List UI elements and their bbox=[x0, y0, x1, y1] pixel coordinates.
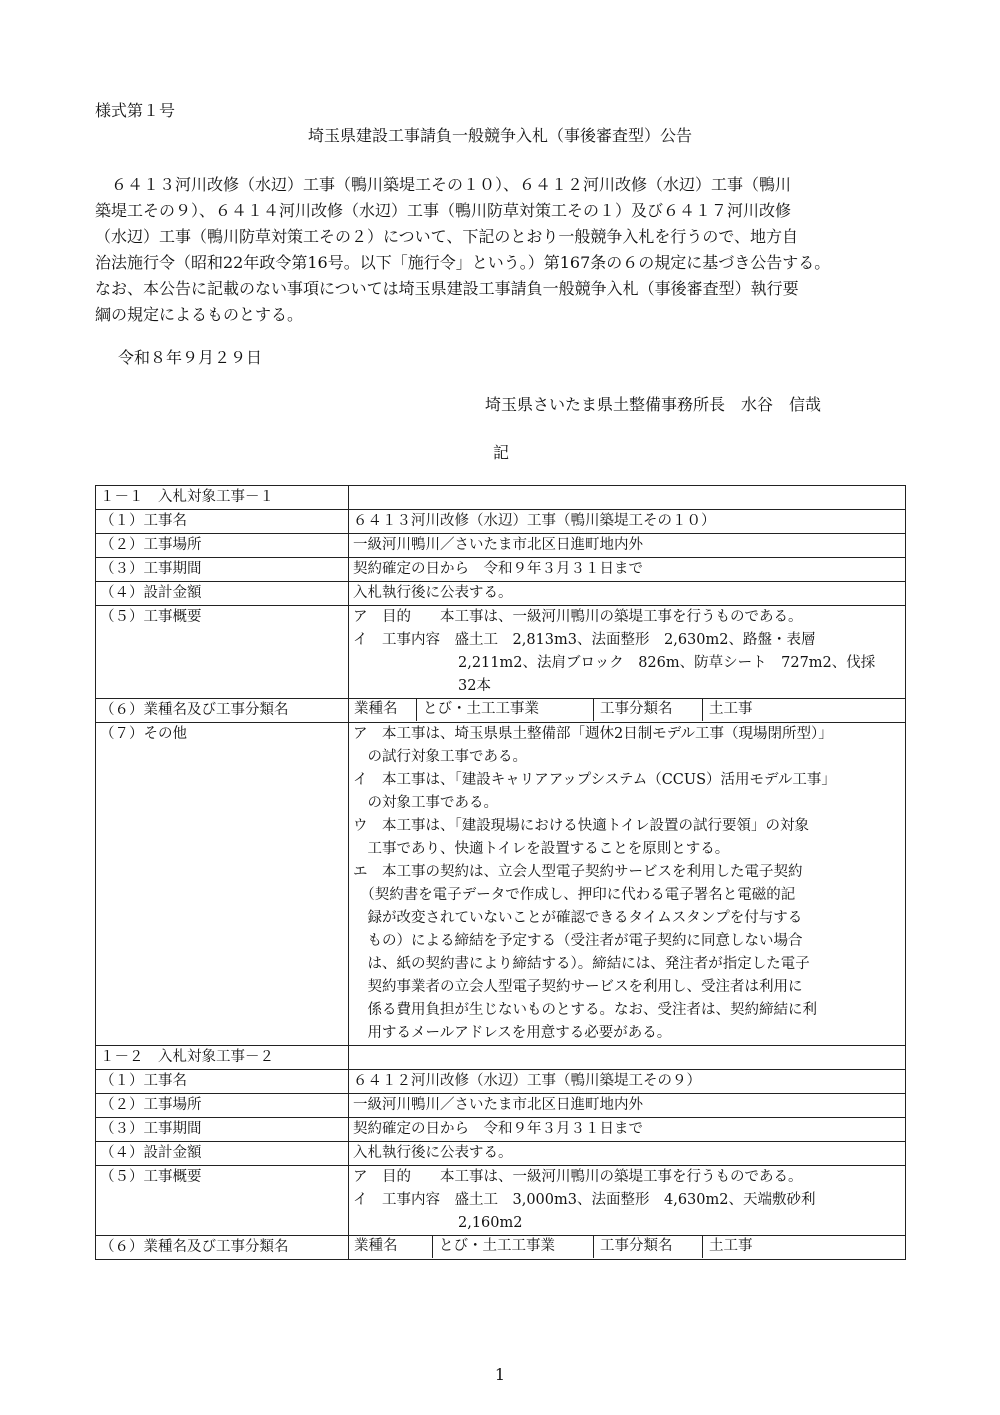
table-row bbox=[96, 699, 906, 723]
other-line: 用するメールアドレスを用意する必要がある。 bbox=[353, 1025, 672, 1041]
table-row bbox=[96, 582, 906, 606]
ki-marker: 記 bbox=[493, 443, 510, 462]
work-period: 契約確定の日から 令和９年３月３１日まで bbox=[349, 558, 906, 582]
table-row bbox=[96, 1166, 906, 1236]
work-name: ６４１３河川改修（水辺）工事（鴨川築堤工その１０） bbox=[349, 510, 906, 534]
row-label: （３）工事期間 bbox=[96, 558, 349, 582]
other-line: （契約書を電子データで作成し、押印に代わる電子署名と電磁的記 bbox=[353, 887, 796, 903]
other-line: ア 本工事は、埼玉県県土整備部「週休2日制モデル工事（現場閉所型）」 bbox=[353, 726, 833, 742]
row-label: （３）工事期間 bbox=[96, 1118, 349, 1142]
work-place: 一級河川鴨川／さいたま市北区日進町地内外 bbox=[349, 1094, 906, 1118]
intro-line: 治法施行令（昭和22年政令第16号。以下「施行令」という。）第167条の６の規定に基づき公告する。 bbox=[95, 253, 831, 272]
type-cell: 業種名 bbox=[354, 1238, 398, 1254]
summary-line: ア 目的 本工事は、一級河川鴨川の築堤工事を行うものである。 bbox=[353, 1169, 803, 1185]
intro-line: 築堤工その９）、６４１４河川改修（水辺）工事（鴨川防草対策工その１）及び６４１７河川改修 bbox=[95, 201, 792, 220]
row-label: （７）その他 bbox=[96, 723, 349, 1046]
other-line: 工事であり、快適トイレを設置することを原則とする。 bbox=[353, 841, 730, 857]
design-amount: 入札執行後に公表する。 bbox=[349, 1142, 906, 1166]
row-label: （５）工事概要 bbox=[96, 1166, 349, 1236]
row-label: （２）工事場所 bbox=[96, 1094, 349, 1118]
work-period: 契約確定の日から 令和９年３月３１日まで bbox=[349, 1118, 906, 1142]
intro-line: ６４１３河川改修（水辺）工事（鴨川築堤工その１０）、６４１２河川改修（水辺）工事（鴨川 bbox=[95, 175, 792, 194]
type-subtable bbox=[348, 698, 904, 721]
type-cell: 工事分類名 bbox=[594, 1235, 703, 1258]
page-number: 1 bbox=[494, 1365, 506, 1384]
spec-table bbox=[95, 485, 906, 1260]
row-label: （４）設計金額 bbox=[96, 1142, 349, 1166]
type-cell: 土工事 bbox=[703, 1235, 905, 1258]
row-label: （１）工事名 bbox=[96, 510, 349, 534]
table-row bbox=[96, 1118, 906, 1142]
other-line: イ 本工事は、「建設キャリアアップシステム（CCUS）活用モデル工事」 bbox=[353, 772, 836, 788]
type-subtable bbox=[348, 1235, 904, 1258]
table-row bbox=[96, 558, 906, 582]
type-cell: とび・土工工事業 bbox=[433, 1235, 594, 1258]
summary-line: イ 工事内容 盛土工 3,000m3、法面整形 4,630m2、天端敷砂利 bbox=[353, 1192, 816, 1208]
table-row bbox=[96, 1046, 906, 1070]
table-row bbox=[96, 534, 906, 558]
issuer-name: 埼玉県さいたま県土整備事務所長 水谷 信哉 bbox=[485, 395, 822, 414]
section-heading: １－１ 入札対象工事－１ bbox=[96, 486, 349, 510]
row-label: （６）業種名及び工事分類名 bbox=[96, 1236, 349, 1260]
row-label: （１）工事名 bbox=[96, 1070, 349, 1094]
section-heading: １－２ 入札対象工事－２ bbox=[96, 1046, 349, 1070]
type-cell: とび・土工工事業 bbox=[417, 698, 594, 721]
row-label: （２）工事場所 bbox=[96, 534, 349, 558]
other-line: 録が改変されていないことが確認できるタイムスタンプを付与する bbox=[353, 910, 803, 926]
summary-line: イ 工事内容 盛土工 2,813m3、法面整形 2,630m2、路盤・表層 bbox=[353, 632, 816, 648]
notice-date: 令和８年９月２９日 bbox=[118, 348, 263, 367]
table-row bbox=[96, 723, 906, 1046]
other-line: もの）による締結を予定する（受注者が電子契約に同意しない場合 bbox=[353, 933, 803, 949]
table-row bbox=[96, 1142, 906, 1166]
intro-paragraph bbox=[95, 172, 907, 328]
other-line: ウ 本工事は、「建設現場における快適トイレ設置の試行要領」の対象 bbox=[353, 818, 810, 834]
table-row bbox=[96, 1094, 906, 1118]
summary-line: 2,160m2 bbox=[458, 1215, 523, 1231]
other-line: の対象工事である。 bbox=[353, 795, 498, 811]
work-summary bbox=[349, 606, 906, 699]
table-row bbox=[96, 510, 906, 534]
document-title: 埼玉県建設工事請負一般競争入札（事後審査型）公告 bbox=[307, 126, 692, 145]
summary-line: 32本 bbox=[458, 678, 491, 694]
table-row bbox=[96, 1236, 906, 1260]
type-cell: 業種名 bbox=[354, 701, 398, 717]
form-number: 様式第１号 bbox=[95, 101, 176, 120]
work-place: 一級河川鴨川／さいたま市北区日進町地内外 bbox=[349, 534, 906, 558]
summary-line: ア 目的 本工事は、一級河川鴨川の築堤工事を行うものである。 bbox=[353, 609, 803, 625]
intro-line: なお、本公告に記載のない事項については埼玉県建設工事請負一般競争入札（事後審査型）執行要 bbox=[95, 279, 799, 298]
other-notes bbox=[349, 723, 906, 1046]
other-line: 契約事業者の立会人型電子契約サービスを利用し、受注者は利用に bbox=[353, 979, 803, 995]
table-row bbox=[96, 1070, 906, 1094]
table-row bbox=[96, 606, 906, 699]
other-line: 係る費用負担が生じないものとする。なお、受注者は、契約締結に利 bbox=[353, 1002, 817, 1018]
other-line: は、紙の契約書により締結する）。締結には、発注者が指定した電子 bbox=[353, 956, 810, 972]
type-cell: 土工事 bbox=[703, 698, 905, 721]
other-line: エ 本工事の契約は、立会人型電子契約サービスを利用した電子契約 bbox=[353, 864, 803, 880]
work-summary bbox=[349, 1166, 906, 1236]
intro-line: 綱の規定によるものとする。 bbox=[95, 305, 304, 324]
other-line: の試行対象工事である。 bbox=[353, 749, 527, 765]
row-label: （４）設計金額 bbox=[96, 582, 349, 606]
design-amount: 入札執行後に公表する。 bbox=[349, 582, 906, 606]
row-label: （５）工事概要 bbox=[96, 606, 349, 699]
row-label: （６）業種名及び工事分類名 bbox=[96, 699, 349, 723]
type-cell: 工事分類名 bbox=[594, 698, 703, 721]
summary-line: 2,211m2、法肩ブロック 826m、防草シート 727m2、伐採 bbox=[458, 655, 876, 671]
table-row bbox=[96, 486, 906, 510]
work-name: ６４１２河川改修（水辺）工事（鴨川築堤工その９） bbox=[349, 1070, 906, 1094]
intro-line: （水辺）工事（鴨川防草対策工その２）について、下記のとおり一般競争入札を行うので、地方自 bbox=[95, 227, 799, 246]
